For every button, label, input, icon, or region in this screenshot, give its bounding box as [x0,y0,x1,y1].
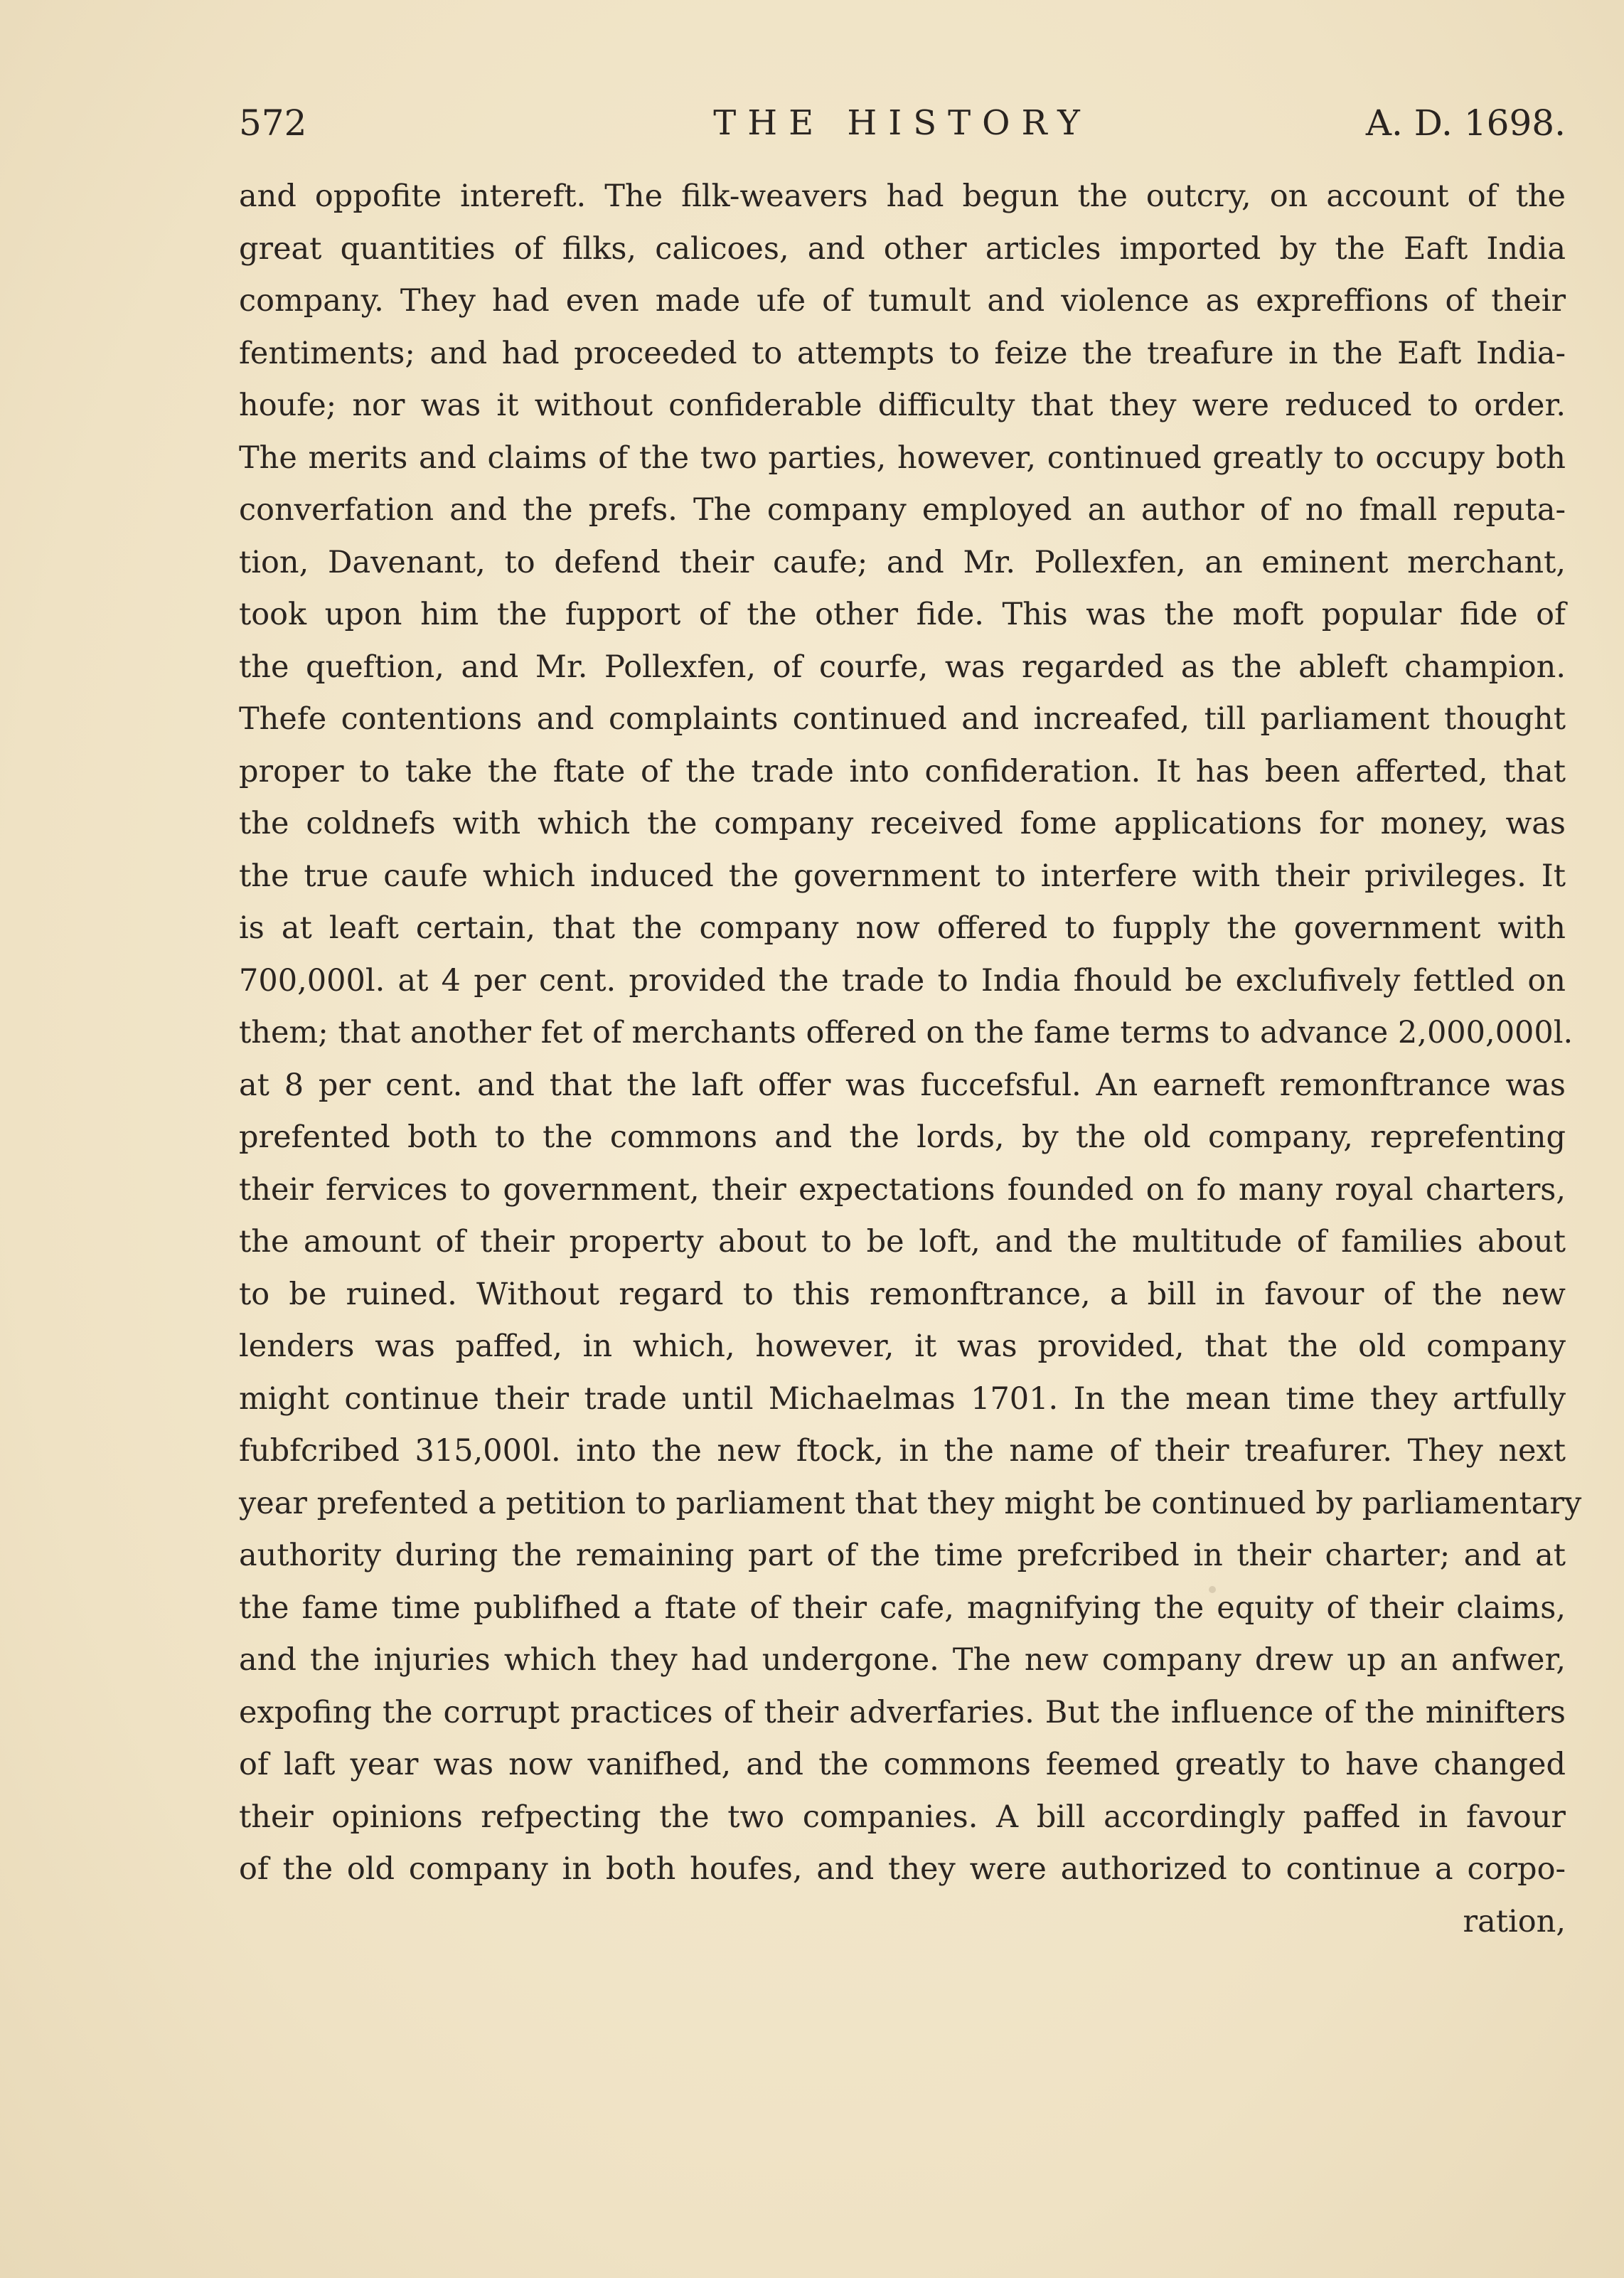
text-line: prefented both to the commons and the lords, by the old company, reprefenting [239,1119,1566,1155]
body-text [239,171,1582,1948]
text-line: authority during the remaining part of the time prefcribed in their charter; and at [239,1538,1566,1573]
text-line: of the old company in both houfes, and they were authorized to continue a corpo- [239,1851,1566,1887]
text-line: might continue their trade until Michaelmas 1701. In the mean time they artfully [239,1380,1566,1417]
text-line: year prefented a petition to parliament that they might be continued by parliamentary [239,1485,1582,1521]
text-line: the queftion, and Mr. Pollexfen, of courfe, was regarded as the ableft champion. [239,649,1566,685]
text-line: tion, Davenant, to defend their caufe; and Mr. Pollexfen, an eminent merchant, [239,544,1566,580]
text-line: the true caufe which induced the government to interfere with their privileges. It [239,858,1566,894]
text-line: great quantities of filks, calicoes, and other articles imported by the Eaft India [239,230,1566,267]
text-line: the coldnefs with which the company received fome applications for money, was [239,806,1566,841]
running-head [239,98,1566,148]
text-line: lenders was paffed, in which, however, it was provided, that the old company [239,1329,1566,1364]
text-line: the amount of their property about to be loft, and the multitude of families about [239,1224,1566,1260]
text-line: is at leaft certain, that the company now offered to fupply the government with [239,910,1566,946]
page-number: 572 [239,102,307,144]
text-line: Thefe contentions and complaints continued and increafed, till parliament thought [239,701,1566,737]
text-line: of laft year was now vanifhed, and the commons feemed greatly to have changed [239,1747,1566,1782]
text-line: the fame time publifhed a ftate of their cafe, magnifying the equity of their claims, [239,1590,1566,1626]
catchword: ration, [1463,1903,1566,1939]
text-line: company. They had even made ufe of tumult and violence as expreffions of their [239,283,1566,319]
text-line: converfation and the prefs. The company employed an author of no fmall reputa- [239,492,1566,528]
text-line: to be ruined. Without regard to this remonftrance, a bill in favour of the new [239,1276,1566,1312]
text-line: The merits and claims of the two parties, however, continued greatly to occupy both [239,440,1566,476]
paper-mark [1209,1586,1216,1593]
text-line: houfe; nor was it without confiderable difficulty that they were reduced to order. [239,388,1566,423]
text-line: expofing the corrupt practices of their adverfaries. But the influence of the minifters [239,1694,1566,1730]
text-line: 700,000l. at 4 per cent. provided the trade to India fhould be exclufively fettled on [239,962,1566,999]
text-line: at 8 per cent. and that the laft offer was fuccefsful. An earneft remonftrance was [239,1067,1566,1103]
text-line: and oppofite intereft. The filk-weavers had begun the outcry, on account of the [239,179,1566,214]
text-line: their fervices to government, their expectations founded on fo many royal charters, [239,1171,1566,1208]
text-line: and the injuries which they had undergone. The new company drew up an anfwer, [239,1642,1566,1678]
text-line: fentiments; and had proceeded to attempts to feize the treafure in the Eaft India- [239,335,1566,371]
text-line: them; that another fet of merchants offered on the fame terms to advance 2,000,000l. [239,1015,1574,1050]
text-line: proper to take the ftate of the trade into confideration. It has been afferted, that [239,753,1566,789]
text-line: took upon him the fupport of the other fide. This was the moft popular fide of [239,597,1566,632]
running-date: A. D. 1698. [1365,102,1566,144]
text-line: their opinions refpecting the two companies. A bill accordingly paffed in favour [239,1799,1566,1835]
text-line: fubfcribed 315,000l. into the new ftock, in the name of their treafurer. They next [239,1433,1566,1469]
running-title: THE HISTORY [713,103,1091,143]
